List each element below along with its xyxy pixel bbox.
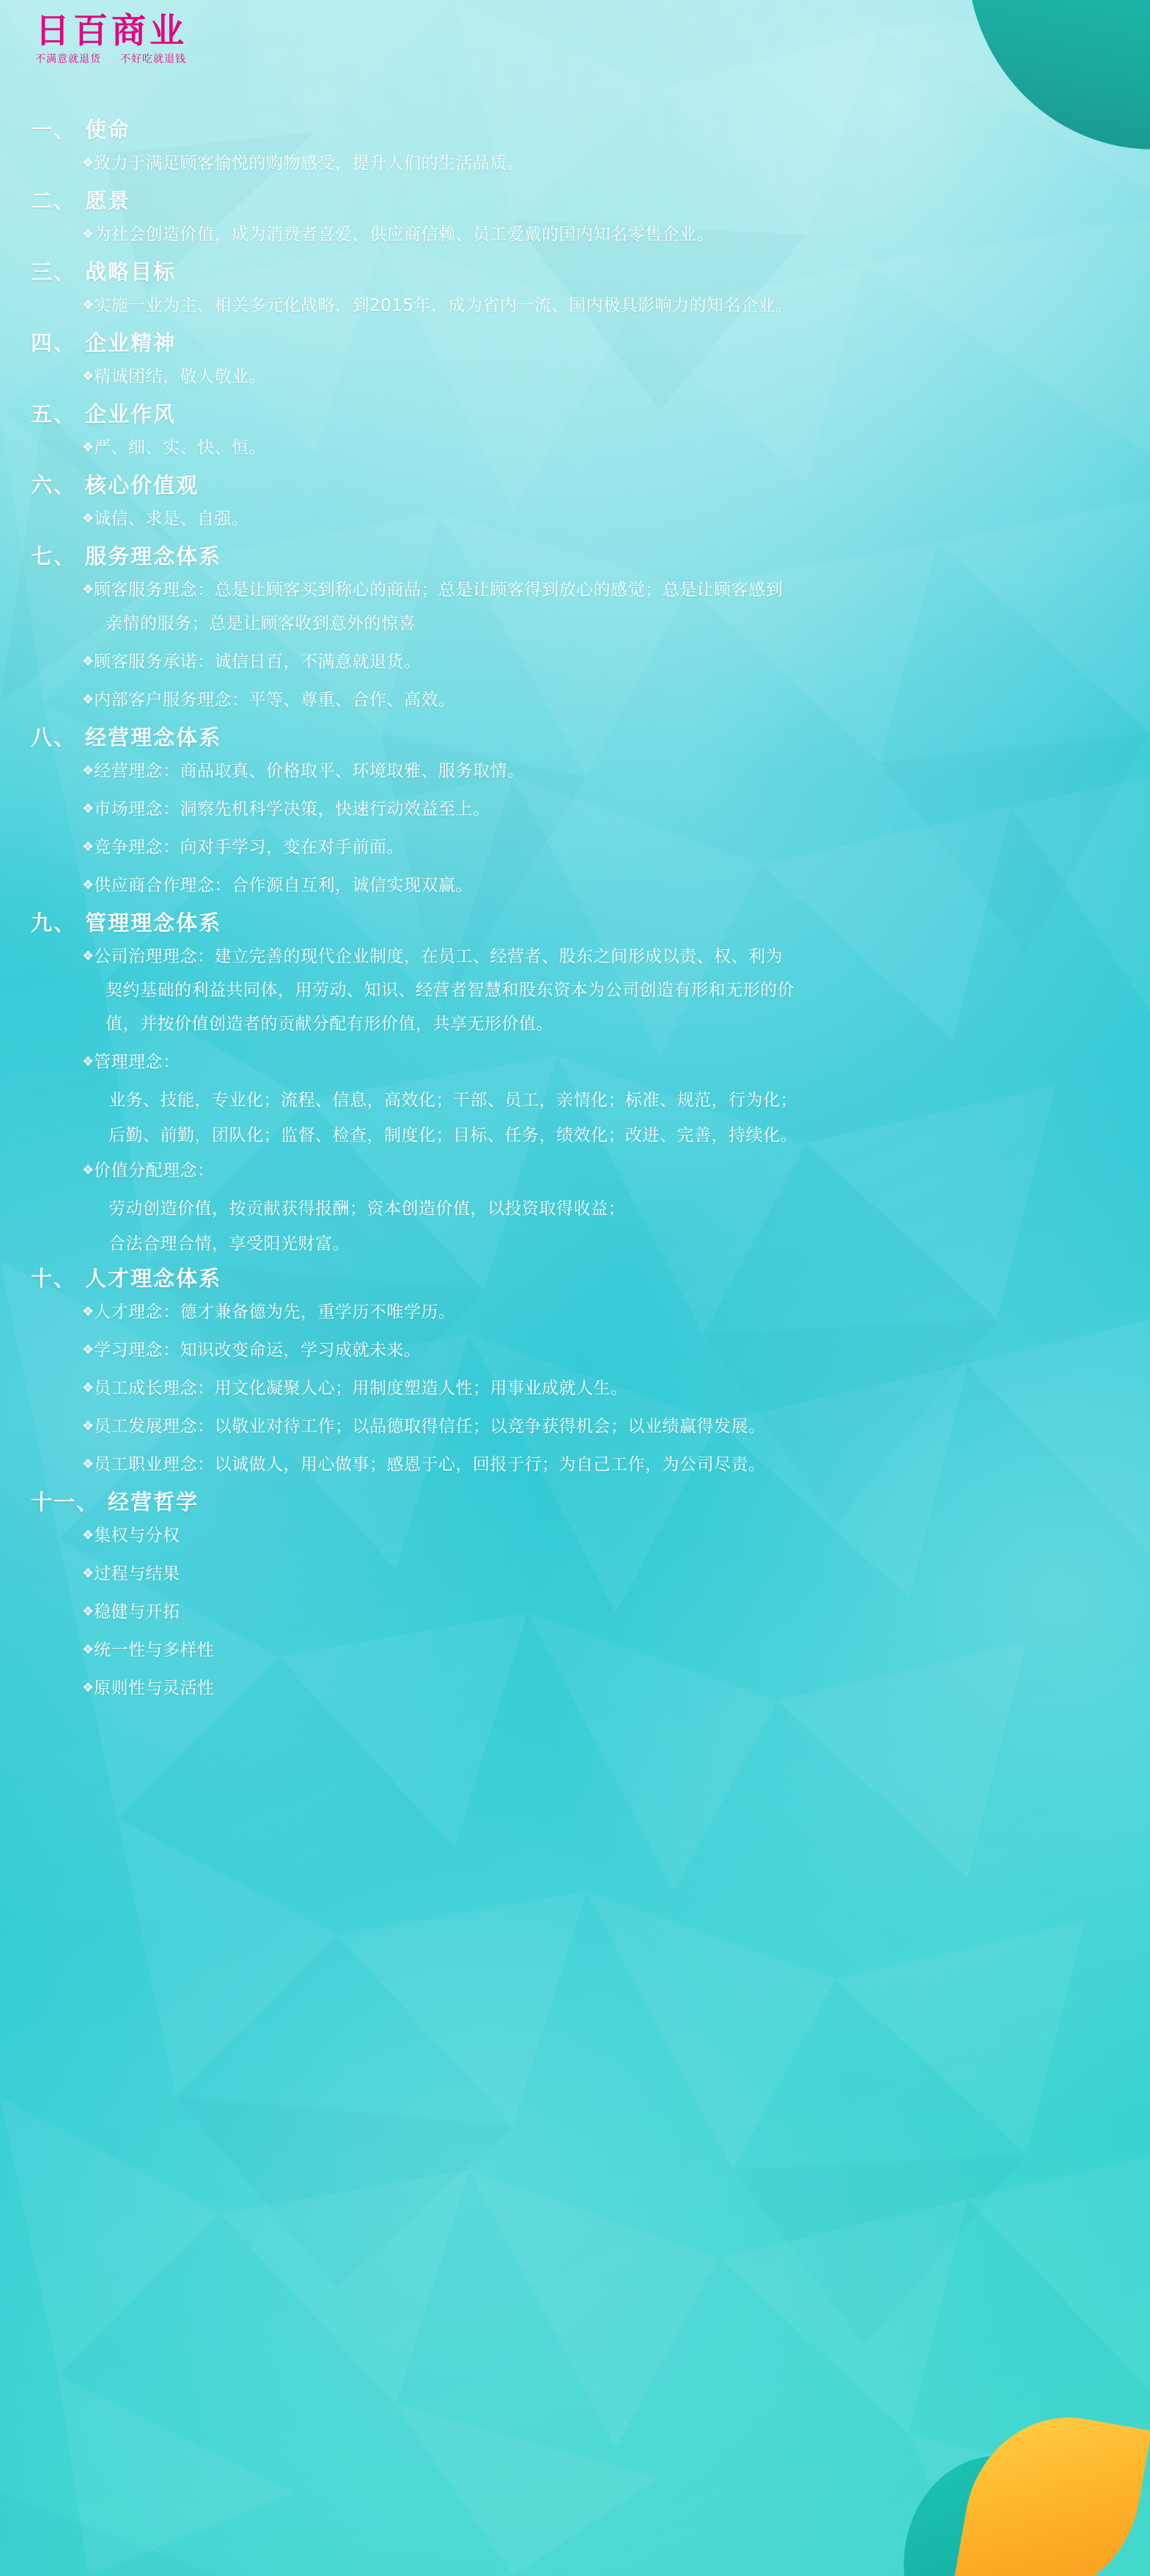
list-item [0, 1333, 1150, 1367]
section-items [0, 360, 1150, 394]
bullet-diamond-icon: ❖ [82, 1528, 95, 1543]
bullet-diamond-icon: ❖ [82, 1380, 95, 1396]
section-title: 十、 人才理念体系 [31, 1266, 222, 1291]
bullet-diamond-icon: ❖ [82, 511, 95, 526]
list-item-text-wrap: 亲情的服务；总是让顾客收到意外的惊喜 [106, 614, 416, 633]
bullet-diamond-icon: ❖ [82, 227, 95, 242]
bullet-diamond-icon: ❖ [82, 155, 95, 171]
list-item [0, 431, 1150, 465]
list-item [0, 1671, 1150, 1705]
list-item [0, 218, 1150, 251]
list-item-text: 实施一业为主、相关多元化战略，到2015年，成为省内一流、国内极具影响力的知名企业。 [94, 296, 793, 315]
section-items [0, 1295, 1150, 1482]
bullet-diamond-icon: ❖ [82, 1342, 95, 1358]
list-item [0, 1448, 1150, 1482]
section [0, 327, 1150, 394]
company-logo [35, 13, 270, 66]
list-item-text: 经营理念：商品取真、价格取平、环境取雅、服务取情。 [94, 762, 525, 781]
list-item-text: 供应商合作理念：合作源自互利，诚信实现双赢。 [94, 876, 473, 895]
section-items [0, 754, 1150, 902]
bullet-diamond-icon: ❖ [82, 1418, 95, 1434]
bullet-diamond-icon: ❖ [82, 839, 95, 855]
bullet-diamond-icon: ❖ [82, 1680, 95, 1696]
list-item-text: 公司治理理念：建立完善的现代企业制度，在员工、经营者、股东之间形成以责、权、利为 [94, 947, 783, 966]
list-item [0, 289, 1150, 323]
section [0, 907, 1150, 1261]
bullet-diamond-icon: ❖ [82, 1163, 95, 1178]
list-item-text: 竞争理念：向对手学习，变在对手前面。 [94, 838, 404, 857]
section-title: 二、 愿景 [31, 188, 131, 213]
bullet-diamond-icon: ❖ [82, 692, 95, 707]
section-title: 七、 服务理念体系 [31, 544, 222, 569]
list-item-text: 员工成长理念：用文化凝聚人心；用制度塑造人性；用事业成就人生。 [94, 1379, 628, 1398]
list-item [0, 1372, 1150, 1405]
list-item [0, 645, 1150, 679]
list-item-text: 原则性与灵活性 [94, 1679, 215, 1698]
list-item [0, 940, 1150, 1041]
section-title: 五、 企业作风 [31, 402, 177, 427]
section [0, 114, 1150, 180]
bullet-diamond-icon: ❖ [82, 582, 95, 597]
list-item-text: 统一性与多样性 [94, 1641, 215, 1660]
section-items [0, 218, 1150, 251]
list-item-text: 学习理念：知识改变命运，学习成就未来。 [94, 1341, 421, 1360]
list-item [0, 869, 1150, 902]
section-items [0, 147, 1150, 180]
sub-line: 劳动创造价值，按贡献获得报酬；资本创造价值，以投资取得收益； [108, 1199, 625, 1218]
section-title: 一、 使命 [31, 117, 131, 142]
bullet-diamond-icon: ❖ [82, 654, 95, 669]
bullet-diamond-icon: ❖ [82, 369, 95, 384]
logo-slogan-right: 不好吃就退钱 [120, 54, 186, 66]
sub-line: 业务、技能，专业化；流程、信息，高效化；干部、员工，亲情化；标准、规范，行为化； [108, 1091, 797, 1110]
bullet-diamond-icon: ❖ [82, 763, 95, 779]
list-item [0, 1633, 1150, 1667]
list-item-text: 管理理念： [94, 1053, 180, 1072]
section-items [0, 573, 1150, 717]
list-item-text: 集权与分权 [94, 1526, 180, 1545]
section [0, 1262, 1150, 1482]
list-item-text: 精诚团结，敬人敬业。 [94, 367, 266, 386]
bullet-diamond-icon: ❖ [82, 1054, 95, 1070]
list-item-text: 诚信、求是、自强。 [94, 509, 249, 529]
bullet-diamond-icon: ❖ [82, 298, 95, 313]
section [0, 721, 1150, 902]
section [0, 540, 1150, 717]
section-title: 十一、 经营哲学 [31, 1490, 199, 1515]
section-title: 九、 管理理念体系 [31, 910, 222, 935]
bullet-diamond-icon: ❖ [82, 1642, 95, 1657]
list-item-text: 过程与结果 [94, 1564, 180, 1583]
section [0, 1486, 1150, 1705]
decorative-leaf-bottom-orange [954, 2402, 1150, 2576]
list-item [0, 1295, 1150, 1329]
logo-slogan [35, 51, 270, 66]
section-items [0, 940, 1150, 1261]
section-items [0, 1519, 1150, 1705]
section-title: 四、 企业精神 [31, 331, 177, 356]
bullet-diamond-icon: ❖ [82, 1304, 95, 1320]
section [0, 469, 1150, 536]
section [0, 256, 1150, 323]
list-item [0, 831, 1150, 864]
list-item [0, 502, 1150, 536]
section-items [0, 289, 1150, 323]
list-item [0, 1557, 1150, 1591]
section-title: 三、 战略目标 [31, 260, 177, 284]
sub-line: 合法合理合情，享受阳光财富。 [108, 1234, 350, 1254]
bullet-diamond-icon: ❖ [82, 1566, 95, 1581]
list-item [0, 1519, 1150, 1553]
list-item-text: 顾客服务承诺：诚信日百，不满意就退货。 [94, 652, 421, 671]
section-title: 八、 经营理念体系 [31, 725, 222, 750]
bullet-diamond-icon: ❖ [82, 877, 95, 893]
list-item-text: 内部客户服务理念：平等、尊重、合作、高效。 [94, 691, 456, 710]
list-item [0, 360, 1150, 394]
section-items [0, 502, 1150, 536]
list-item-text-wrap: 契约基础的利益共同体，用劳动、知识、经营者智慧和股东资本为公司创造有形和无形的价 [106, 981, 795, 1000]
bullet-diamond-icon: ❖ [82, 1457, 95, 1472]
logo-name: 日百商业 [35, 11, 188, 51]
list-item [0, 1410, 1150, 1443]
sub-line: 后勤、前勤，团队化；监督、检查，制度化；目标、任务，绩效化；改进、完善，持续化。 [108, 1126, 797, 1145]
list-item-text: 员工职业理念：以诚做人，用心做事；感恩于心，回报于行；为自己工作，为公司尽责。 [94, 1455, 766, 1474]
list-item [0, 1154, 1150, 1188]
list-item [0, 1045, 1150, 1079]
document-body [0, 114, 1150, 1710]
list-item [0, 683, 1150, 717]
bullet-diamond-icon: ❖ [82, 949, 95, 964]
list-item [0, 573, 1150, 641]
list-item-text: 严、细、实、快、恒。 [94, 438, 266, 457]
list-item [0, 1595, 1150, 1629]
list-item [0, 792, 1150, 826]
section [0, 185, 1150, 251]
bullet-diamond-icon: ❖ [82, 1604, 95, 1619]
list-item-text: 稳健与开拓 [94, 1602, 180, 1622]
list-item-text: 市场理念：洞察先机科学决策，快速行动效益至上。 [94, 800, 490, 819]
list-item-text: 员工发展理念：以敬业对待工作；以品德取得信任；以竞争获得机会；以业绩赢得发展。 [94, 1417, 766, 1436]
list-item-text: 为社会创造价值，成为消费者喜爱、供应商信赖、员工爱戴的国内知名零售企业。 [94, 225, 714, 244]
bullet-diamond-icon: ❖ [82, 801, 95, 817]
list-item-text: 人才理念：德才兼备德为先，重学历不唯学历。 [94, 1303, 456, 1322]
logo-slogan-left: 不满意就退货 [35, 54, 101, 66]
section-title: 六、 核心价值观 [31, 473, 199, 498]
list-item-text-wrap: 值，并按价值创造者的贡献分配有形价值，共享无形价值。 [106, 1015, 553, 1034]
list-item [0, 754, 1150, 788]
list-item-text: 价值分配理念： [94, 1161, 215, 1180]
list-item [0, 147, 1150, 180]
bullet-diamond-icon: ❖ [82, 440, 95, 455]
list-item-text: 致力于满足顾客愉悦的购物感受，提升人们的生活品质。 [94, 154, 525, 173]
section [0, 398, 1150, 465]
list-item-text: 顾客服务理念：总是让顾客买到称心的商品；总是让顾客得到放心的感觉；总是让顾客感到 [94, 581, 783, 600]
section-items [0, 431, 1150, 465]
